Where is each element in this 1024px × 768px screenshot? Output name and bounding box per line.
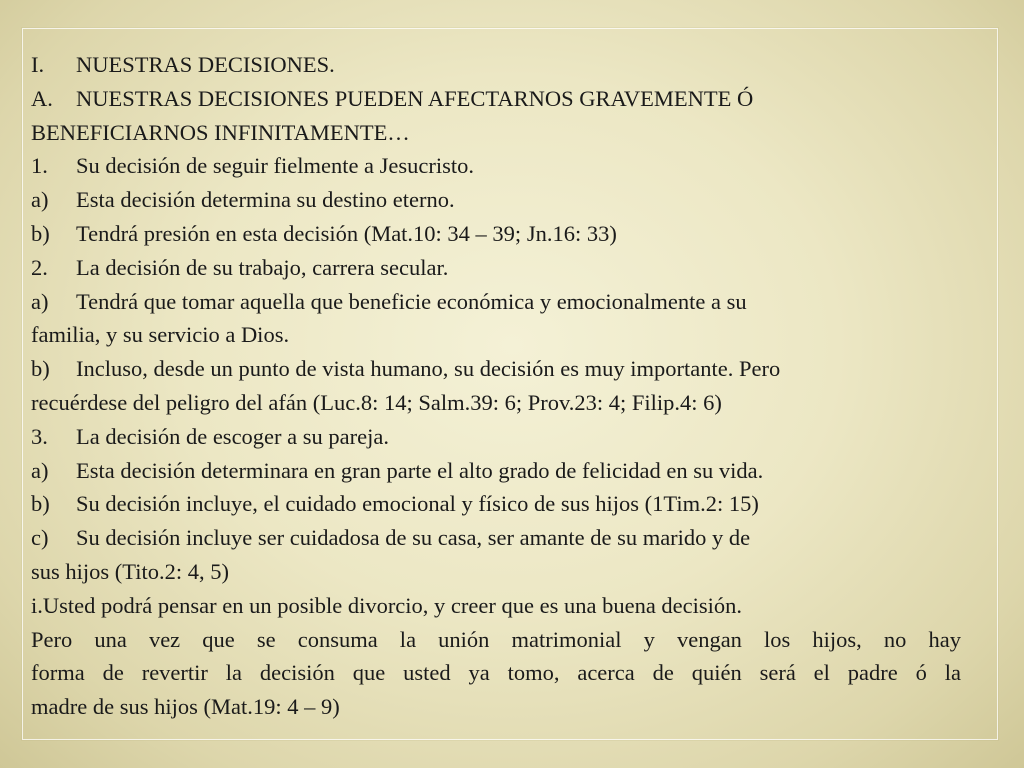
item-2-marker: 2. xyxy=(31,254,48,280)
item-1-text: Su decisión de seguir fielmente a Jesucristo. xyxy=(76,153,475,179)
item-3-sub-a-marker: a) xyxy=(31,457,49,483)
item-3-sub-i-text-line1: Usted podrá pensar en un posible divorcio, y creer que es una buena decisión. xyxy=(42,592,743,618)
item-2-sub-b-line1 xyxy=(31,352,961,386)
item-3-sub-b-marker: b) xyxy=(31,491,50,517)
item-2-sub-a-marker: a) xyxy=(31,288,49,314)
item-1 xyxy=(31,149,961,183)
item-3-sub-i-marker: i. xyxy=(31,592,43,618)
item-2-sub-a-line1 xyxy=(31,285,961,319)
item-3-sub-c-text-line1: Su decisión incluye ser cuidadosa de su casa, ser amante de su marido y de xyxy=(76,525,751,551)
item-3-sub-i-text-line3: forma de revertir la decisión que usted ya tomo, acerca de quién será el padre ó la xyxy=(31,660,961,686)
item-2-sub-b-marker: b) xyxy=(31,356,50,382)
item-3-sub-c-text-line2: sus hijos (Tito.2: 4, 5) xyxy=(31,558,229,584)
item-2-sub-a-text-line1: Tendrá que tomar aquella que beneficie económica y emocionalmente a su xyxy=(76,288,747,314)
item-3-sub-b xyxy=(31,487,961,521)
item-3-sub-b-text: Su decisión incluye, el cuidado emocional y físico de sus hijos (1Tim.2: 15) xyxy=(76,491,759,517)
item-3-sub-i-line1 xyxy=(31,589,961,623)
item-2-sub-a-text-line2: familia, y su servicio a Dios. xyxy=(31,322,290,348)
item-3-sub-c-line1 xyxy=(31,521,961,555)
item-1-sub-b-marker: b) xyxy=(31,220,50,246)
slide-content xyxy=(31,48,961,724)
item-2-sub-b-text-line1: Incluso, desde un punto de vista humano, su decisión es muy importante. Pero xyxy=(76,356,781,382)
item-3-sub-a xyxy=(31,454,961,488)
point-a-text-line2: BENEFICIARNOS INFINITAMENTE… xyxy=(31,119,410,145)
item-1-marker: 1. xyxy=(31,153,48,179)
item-1-sub-a xyxy=(31,183,961,217)
item-3-sub-i-text-line4: madre de sus hijos (Mat.19: 4 – 9) xyxy=(31,694,340,720)
point-a-text-line1: NUESTRAS DECISIONES PUEDEN AFECTARNOS GRAVEMENTE Ó xyxy=(76,85,754,111)
item-1-sub-a-marker: a) xyxy=(31,187,49,213)
item-1-sub-a-text: Esta decisión determina su destino eterno. xyxy=(76,187,455,213)
section-heading xyxy=(31,48,961,82)
item-3-sub-i-text-line2: Pero una vez que se consuma la unión matrimonial y vengan los hijos, no hay xyxy=(31,626,961,652)
heading-text: NUESTRAS DECISIONES. xyxy=(76,52,335,77)
item-3-sub-c-marker: c) xyxy=(31,525,49,551)
point-a-line1 xyxy=(31,82,961,116)
heading-marker: I. xyxy=(31,52,45,77)
item-2 xyxy=(31,251,961,285)
item-3 xyxy=(31,420,961,454)
item-2-text: La decisión de su trabajo, carrera secular. xyxy=(76,254,449,280)
item-2-sub-b-text-line2: recuérdese del peligro del afán (Luc.8: 14; Salm.39: 6; Prov.23: 4; Filip.4: 6) xyxy=(31,389,722,415)
point-a-marker: A. xyxy=(31,85,53,111)
item-3-marker: 3. xyxy=(31,423,48,449)
item-1-sub-b xyxy=(31,217,961,251)
item-3-text: La decisión de escoger a su pareja. xyxy=(76,423,389,449)
item-3-sub-a-text: Esta decisión determinara en gran parte el alto grado de felicidad en su vida. xyxy=(76,457,764,483)
item-1-sub-b-text: Tendrá presión en esta decisión (Mat.10: 34 – 39; Jn.16: 33) xyxy=(76,220,617,246)
